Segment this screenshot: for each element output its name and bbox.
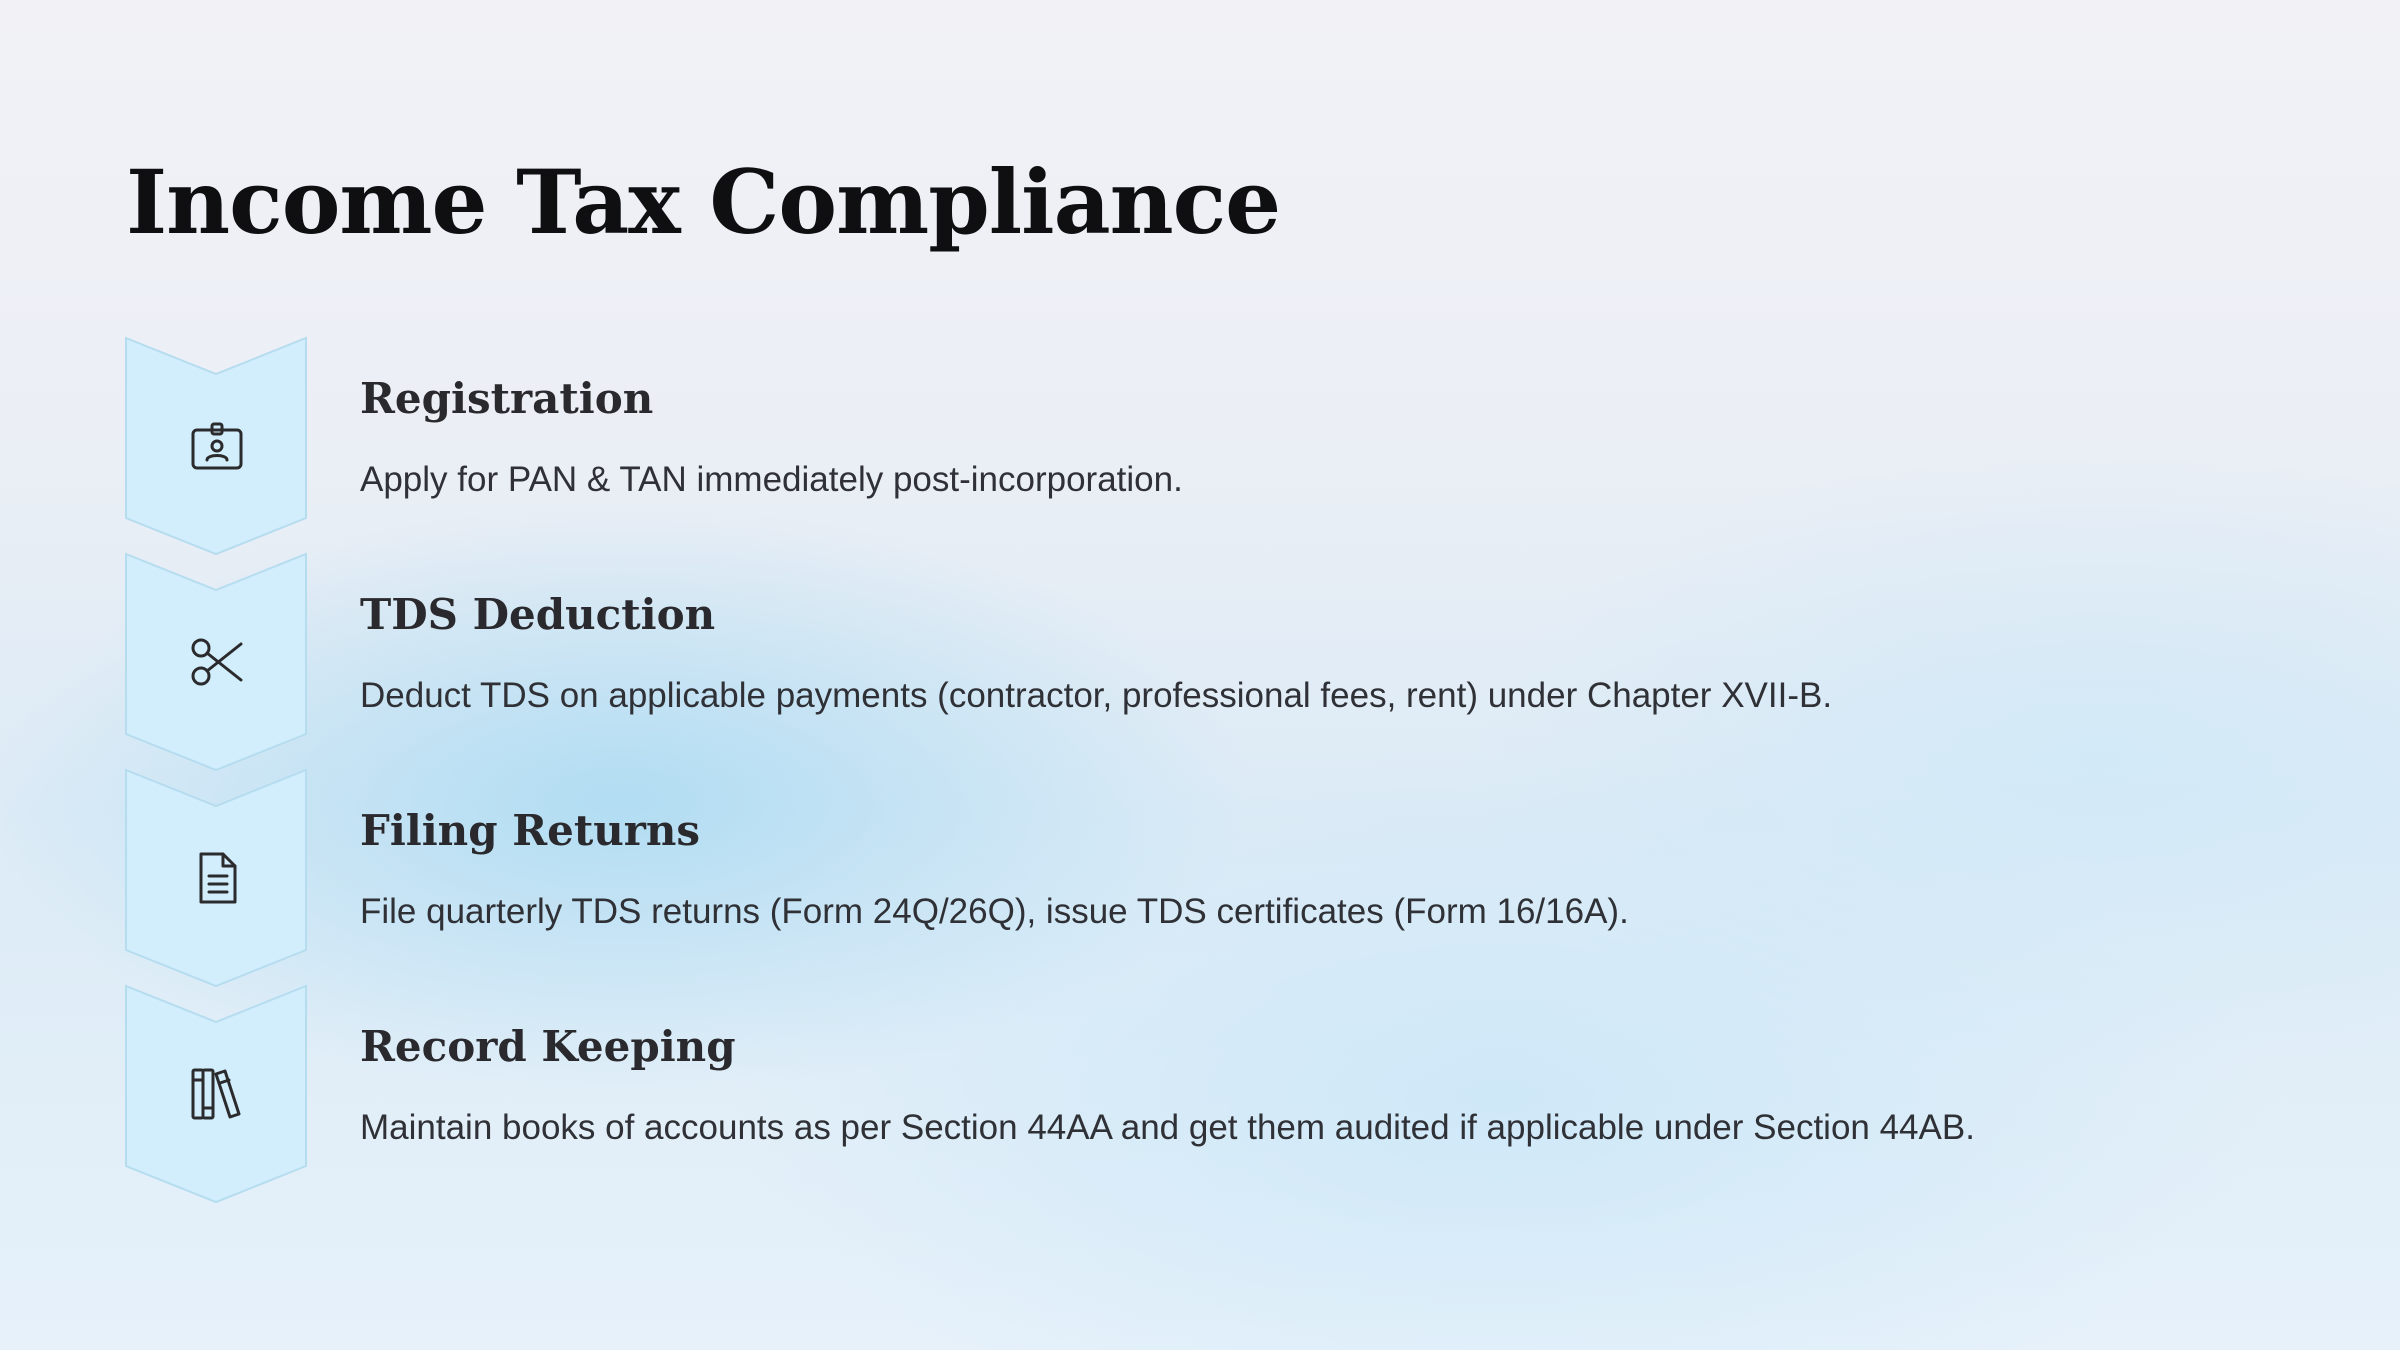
step-title: Registration <box>360 374 654 423</box>
step-description: Apply for PAN & TAN immediately post-incorporation. <box>360 460 1183 499</box>
step-description: File quarterly TDS returns (Form 24Q/26Q), issue TDS certificates (Form 16/16A). <box>360 892 1629 931</box>
document-icon <box>185 846 249 910</box>
scissors-icon <box>185 630 249 694</box>
step-title: Record Keeping <box>360 1022 736 1071</box>
step-tds-deduction <box>124 552 2324 772</box>
step-registration <box>124 336 2324 556</box>
chevron-marker <box>124 984 310 1204</box>
id-badge-icon <box>185 414 249 478</box>
slide-title: Income Tax Compliance <box>126 150 1281 254</box>
step-title: TDS Deduction <box>360 590 716 639</box>
step-description: Deduct TDS on applicable payments (contractor, professional fees, rent) under Chapter XVII-B. <box>360 676 1833 715</box>
step-record-keeping <box>124 984 2324 1204</box>
step-filing-returns <box>124 768 2324 988</box>
step-description: Maintain books of accounts as per Section 44AA and get them audited if applicable under Section 44AB. <box>360 1108 1975 1147</box>
books-icon <box>185 1062 249 1126</box>
chevron-marker <box>124 552 310 772</box>
chevron-marker <box>124 768 310 988</box>
chevron-marker <box>124 336 310 556</box>
step-title: Filing Returns <box>360 806 701 855</box>
